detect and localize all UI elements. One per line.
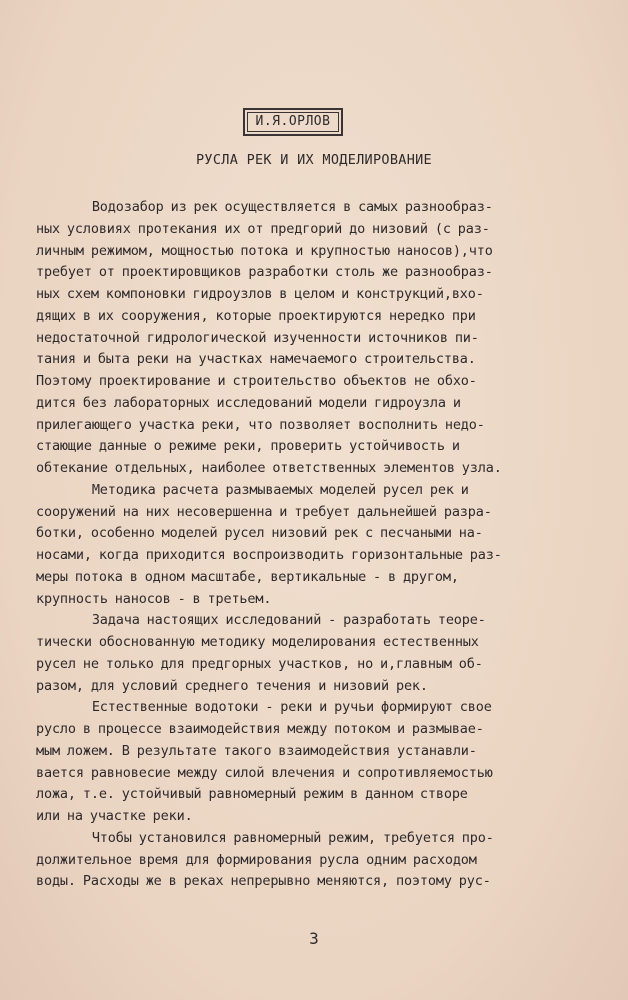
text-line: или на участке реки. (36, 808, 193, 824)
text-line: Методика расчета размываемых моделей русел рек и (36, 481, 469, 498)
text-line: Чтобы установился равномерный режим, требуется про- (36, 829, 494, 846)
text-line: ботки, особенно моделей русел низовий рек с песчаными на- (36, 525, 483, 542)
text-line: прилегающего участка реки, что позволяет восполнить недо- (36, 416, 485, 433)
text-line: меры потока в одном масштабе, вертикальные - в другом, (36, 568, 459, 585)
text-line: личным режимом, мощностью потока и крупностью наносов),что (36, 242, 493, 259)
body-text (36, 197, 576, 893)
text-line: тически обоснованную методику моделирования естественных (36, 634, 479, 650)
text-line: Задача настоящих исследований - разработать теоре- (36, 612, 486, 629)
text-line: мым ложем. В результате такого взаимодействия устанавли- (36, 742, 477, 759)
text-line: носами, когда приходится воспроизводить горизонтальные раз- (36, 547, 502, 563)
text-line: ложа, т.е. устойчивый равномерный режим в данном створе (36, 786, 468, 803)
text-line: недостаточной гидрологической изученности источников пи- (36, 329, 479, 346)
text-line: требует от проектировщиков разработки столь же разнообраз- (36, 264, 493, 281)
page-number: 3 (309, 929, 319, 948)
text-line: тания и быта реки на участках намечаемого строительства. (36, 351, 476, 368)
author-name-box: И.Я.ОРЛОВ (243, 108, 343, 136)
text-line: дящих в их сооружения, которые проектируются нередко при (36, 307, 476, 324)
text-line: дится без лабораторных исследований модели гидроузла и (36, 394, 461, 411)
text-line: вается равновесие между силой влечения и сопротивляемостью (36, 764, 493, 781)
text-line: русло в процессе взаимодействия между потоком и размывае- (36, 721, 484, 737)
text-line: Естественные водотоки - реки и ручьи формируют свое (36, 699, 492, 716)
text-line: разом, для условий среднего течения и низовий рек. (36, 677, 428, 694)
text-line: обтекание отдельных, наиболее ответственных элементов узла. (36, 460, 502, 476)
text-line: ных схем компоновки гидроузлов в целом и конструкций,вхо- (36, 286, 484, 302)
text-line: воды. Расходы же в реках непрерывно меняются, поэтому рус- (36, 873, 491, 890)
text-line: Водозабор из рек осуществляется в самых разнообраз- (36, 199, 493, 215)
text-line: крупность наносов - в третьем. (36, 590, 272, 607)
text-line: сооружений на них несовершенна и требует дальнейшей разра- (36, 503, 492, 520)
text-line: русел не только для предгорных участков, но и,главным об- (36, 655, 483, 672)
text-line: Поэтому проектирование и строительство объектов не обхо- (36, 373, 477, 389)
page-title: РУСЛА РЕК И ИХ МОДЕЛИРОВАНИЕ (196, 152, 432, 168)
text-line: стающие данные о режиме реки, проверить устойчивость и (36, 438, 460, 455)
text-line: должительное время для формирования русла одним расходом (36, 851, 477, 868)
text-line: ных условиях протекания их от предгорий до низовий (с раз- (36, 220, 490, 237)
